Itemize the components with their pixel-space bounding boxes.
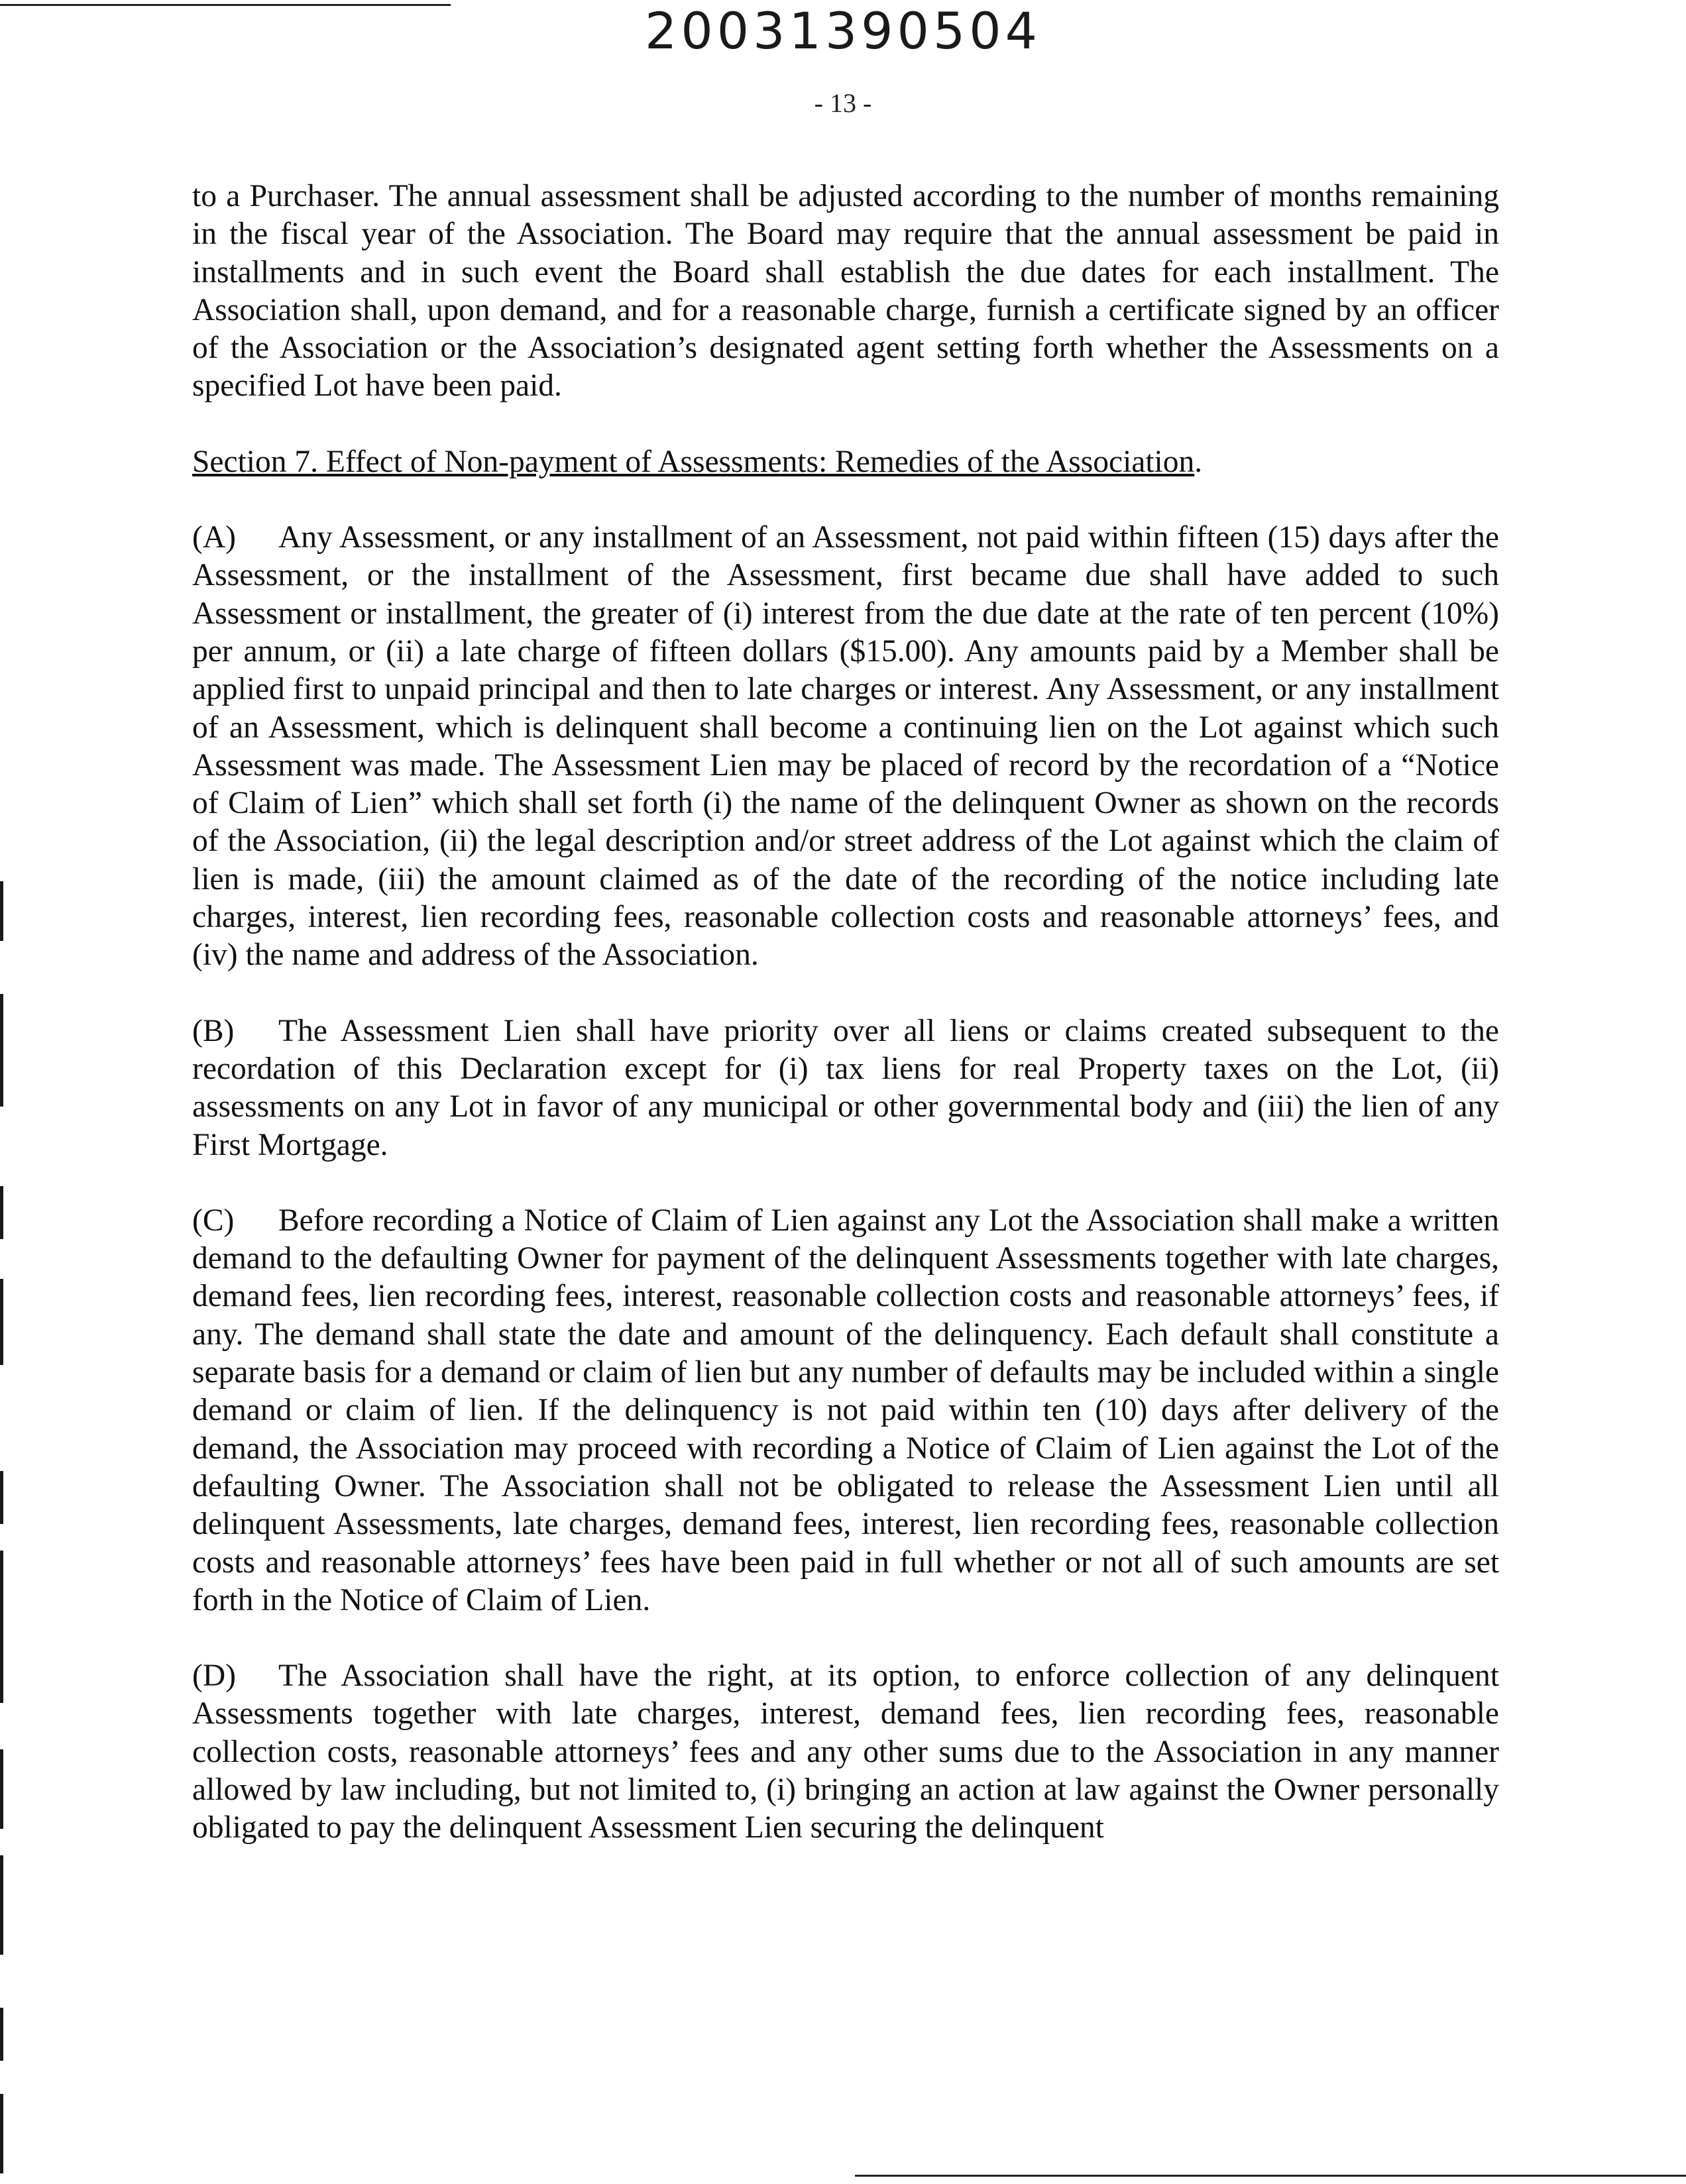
scan-edge-mark xyxy=(0,881,3,941)
paragraph-b xyxy=(192,1012,1499,1164)
scan-edge-mark xyxy=(0,1279,3,1365)
paragraph-text: The Association shall have the right, at its option, to enforce collection of any delinquent Assessments together with late charges, interest, demand fees, lien recording fees, reasonable collection costs, reasonable attorneys’ fees and any other sums due to the Association in any manner allowed by law including, but not limited to, (i) bringing an action at law against the Owner personally obligated to pay the delinquent Assessment Lien securing the delinquent xyxy=(192,1659,1499,1845)
paragraph-text: Any Assessment, or any installment of an Assessment, not paid within fifteen (15) days after the Assessment, or the installment of the Assessment, first became due shall have added to such Assessment or installment, the greater of (i) interest from the due date at the rate of ten percent (10%) per annum, or (ii) a late charge of fifteen dollars ($15.00). Any amounts paid by a Member shall be applied first to unpaid principal and then to late charges or interest. Any Assessment, or any installment of an Assessment, which is delinquent shall become a continuing lien on the Lot against which such Assessment was made. The Assessment Lien may be placed of record by the recordation of a “Notice of Claim of Lien” which shall set forth (i) the name of the delinquent Owner as shown on the records of the Association, (ii) the legal description and/or street address of the Lot against which the claim of lien is made, (iii) the amount claimed as of the date of the recording of the notice including late charges, interest, lien recording fees, reasonable collection costs and reasonable attorneys’ fees, and (iv) the name and address of the Association. xyxy=(192,520,1499,973)
document-body xyxy=(192,178,1499,1885)
paragraph-label: (C) xyxy=(192,1203,235,1238)
scan-bottom-rule xyxy=(855,2175,1686,2177)
paragraph-c xyxy=(192,1202,1499,1619)
scan-edge-mark xyxy=(0,2008,3,2061)
paragraph-label: (D) xyxy=(192,1659,236,1694)
scan-edge-mark xyxy=(0,2094,3,2173)
paragraph-text: The Assessment Lien shall have priority over all liens or claims created subsequent to the recordation of this Declaration except for (i) tax liens for real Property taxes on the Lot, (ii) assessments on any Lot in favor of any municipal or other governmental body and (iii) the lien of any First Mortgage. xyxy=(192,1013,1499,1162)
scan-edge-mark xyxy=(0,994,3,1107)
scan-edge-mark xyxy=(0,1855,3,1955)
section-heading: Section 7. Effect of Non-payment of Assessments: Remedies of the Association xyxy=(192,444,1195,479)
paragraph-label: (A) xyxy=(192,520,236,555)
page-number: - 13 - xyxy=(814,88,872,118)
scan-edge-mark xyxy=(0,1551,3,1703)
scan-edge-mark xyxy=(0,1749,3,1829)
paragraph-d xyxy=(192,1657,1499,1847)
paragraph-a xyxy=(192,519,1499,975)
recording-number: 20031390504 xyxy=(645,1,1041,60)
paragraph-text: Before recording a Notice of Claim of Lien against any Lot the Association shall make a written demand to the defaulting Owner for payment of the delinquent Assessments together with late charges, demand fees, lien recording fees, interest, reasonable collection costs and reasonable attorneys’ fees, if any. The demand shall state the date and amount of the delinquency. Each default shall constitute a separate basis for a demand or claim of lien but any number of defaults may be included within a single demand or claim of lien. If the delinquency is not paid within ten (10) days after delivery of the demand, the Association may proceed with recording a Notice of Claim of Lien against the Lot of the defaulting Owner. The Association shall not be obligated to release the Assessment Lien until all delinquent Assessments, late charges, demand fees, interest, lien recording fees, reasonable collection costs and reasonable attorneys’ fees have been paid in full whether or not all of such amounts are set forth in the Notice of Claim of Lien. xyxy=(192,1203,1499,1617)
scan-edge-mark xyxy=(0,1186,3,1239)
paragraph-label: (B) xyxy=(192,1013,235,1048)
section-heading-suffix: . xyxy=(1194,444,1203,479)
scan-edge-mark xyxy=(0,1471,3,1524)
intro-paragraph: to a Purchaser. The annual assessment shall be adjusted according to the number of months remaining in the fiscal year of the Association. The Board may require that the annual assessment be paid in installments and in such event the Board shall establish the due dates for each installment. The Association shall, upon demand, and for a reasonable charge, furnish a certificate signed by an officer of the Association or the Association’s designated agent setting forth whether the Assessments on a specified Lot have been paid. xyxy=(192,179,1499,404)
section-heading-line xyxy=(192,443,1499,481)
